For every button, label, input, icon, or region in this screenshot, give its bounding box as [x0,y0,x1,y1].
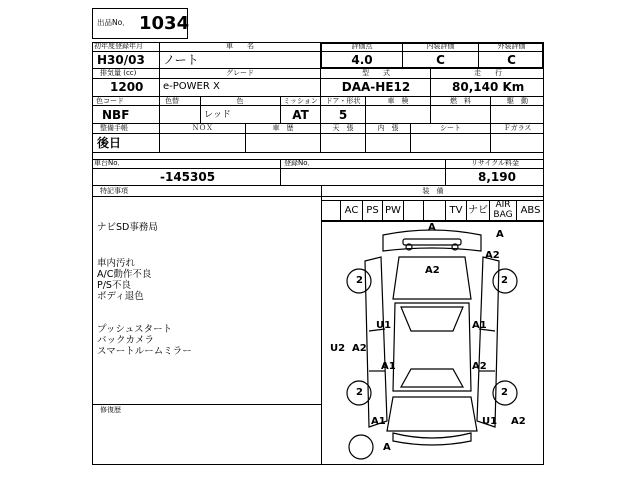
f-glass-label: Ｆガラス [503,124,532,132]
doors-shape-label: ドア・形状 [325,97,361,105]
rear-window [401,369,463,387]
equipment-ps: PS [366,205,379,216]
score-value: 4.0 [351,53,373,67]
damage-mark: U1 [482,416,498,427]
damage-mark: 2 [356,387,363,398]
rear-bumper [393,433,471,445]
registration-label: 初年度登録年月 [94,42,143,50]
mileage-label: 走 行 [474,69,502,77]
damage-mark: U1 [376,320,392,331]
color-value: レッド [204,110,231,120]
doors-shape-value: 5 [338,108,348,122]
ceiling-label: 天 張 [332,124,354,132]
damage-mark: A [496,229,504,240]
condition-note-4: ボディ退色 [97,291,144,302]
interior-label: 内装評価 [426,42,455,50]
damage-mark: U2 [330,343,346,354]
lot-number: 1034 [139,13,190,34]
recycle-value: 8,190 [478,170,516,184]
condition-note-2: A/C動作不良 [97,269,152,280]
seat-label: シート [440,124,461,132]
recycle-label: リサイクル料金 [470,159,520,167]
damage-mark: 2 [501,275,508,286]
exterior-value: C [507,53,516,67]
damage-mark: A2 [352,343,367,354]
registration-value: H30/03 [97,53,145,67]
drive-label: 駆 動 [507,97,528,105]
reg-no-label: 登録No． [284,159,315,167]
equipment-tv: TV [449,205,463,216]
equipment-abs: ABS [520,205,541,216]
manual-label: 整備手帳 [100,124,128,132]
damage-mark: A2 [485,250,500,261]
color-label: 色 [236,97,244,105]
chassis-value: -145305 [160,170,216,184]
model-code-value: DAA-HE12 [341,80,411,94]
interior-value: C [436,53,445,67]
damage-mark: 2 [501,387,508,398]
chassis-label: 車台No． [94,159,125,167]
grade-label: グレード [226,69,254,77]
nox-label: ＮＯＸ [192,124,213,132]
capacity-label: 車 検 [387,97,409,105]
damage-mark: A1 [371,416,386,427]
front-grille [403,239,461,245]
damage-mark: A1 [381,361,396,372]
damage-mark: A2 [425,265,440,276]
lot-number-box [92,8,188,39]
equipment-ac: AC [344,205,359,216]
exterior-label: 外装評価 [497,42,526,50]
model-value: ノート [163,53,199,67]
damage-mark: A [428,222,436,233]
damage-mark: 2 [356,275,363,286]
windshield [401,307,463,331]
mileage-value: 80,140 Km [452,80,525,94]
score-label: 評価点 [351,42,373,50]
equipment-label: 装 備 [422,187,444,195]
feature-note-2: バックカメラ [97,335,155,346]
fuel-label: 燃 料 [450,97,471,105]
damage-mark: A2 [472,361,487,372]
notes-label: 特記事項 [100,187,128,195]
equipment-airbag: AIR BAG [493,200,513,220]
equipment-navi: ナビ [468,205,488,216]
manual-value: 後日 [97,136,122,150]
feature-note-3: スマートルームミラー [97,346,192,357]
grade-value: e-POWER X [163,81,220,92]
condition-note-3: P/S不良 [97,280,131,291]
history-label: 車 歴 [272,124,294,132]
displacement-label: 排気量 (cc) [100,69,137,77]
interior-upholstery-label: 内 張 [377,124,399,132]
spare-circle [349,435,373,459]
transmission-label: ミッション [283,97,318,105]
color-code-value: NBF [102,108,130,122]
color-code-label: 色コード [96,97,124,105]
repair-label: 修復歴 [100,406,121,414]
transmission-value: AT [292,108,309,122]
damage-mark: A2 [511,416,526,427]
damage-mark: A [383,442,391,453]
color-change-label: 色替 [165,97,179,105]
hood-outline [393,257,471,299]
condition-note-1: 車内汚れ [97,258,136,269]
displacement-value: 1200 [110,80,144,94]
rear-outline [387,397,477,431]
feature-note-1: プッシュスタート [97,324,173,335]
damage-mark: A1 [472,320,487,331]
nav-note: ナビSD事務局 [97,222,158,233]
model-label: 車 名 [226,42,254,50]
lot-number-label: 出品No． [97,18,130,27]
equipment-pw: PW [385,205,401,216]
model-code-label: 型 式 [362,69,390,77]
